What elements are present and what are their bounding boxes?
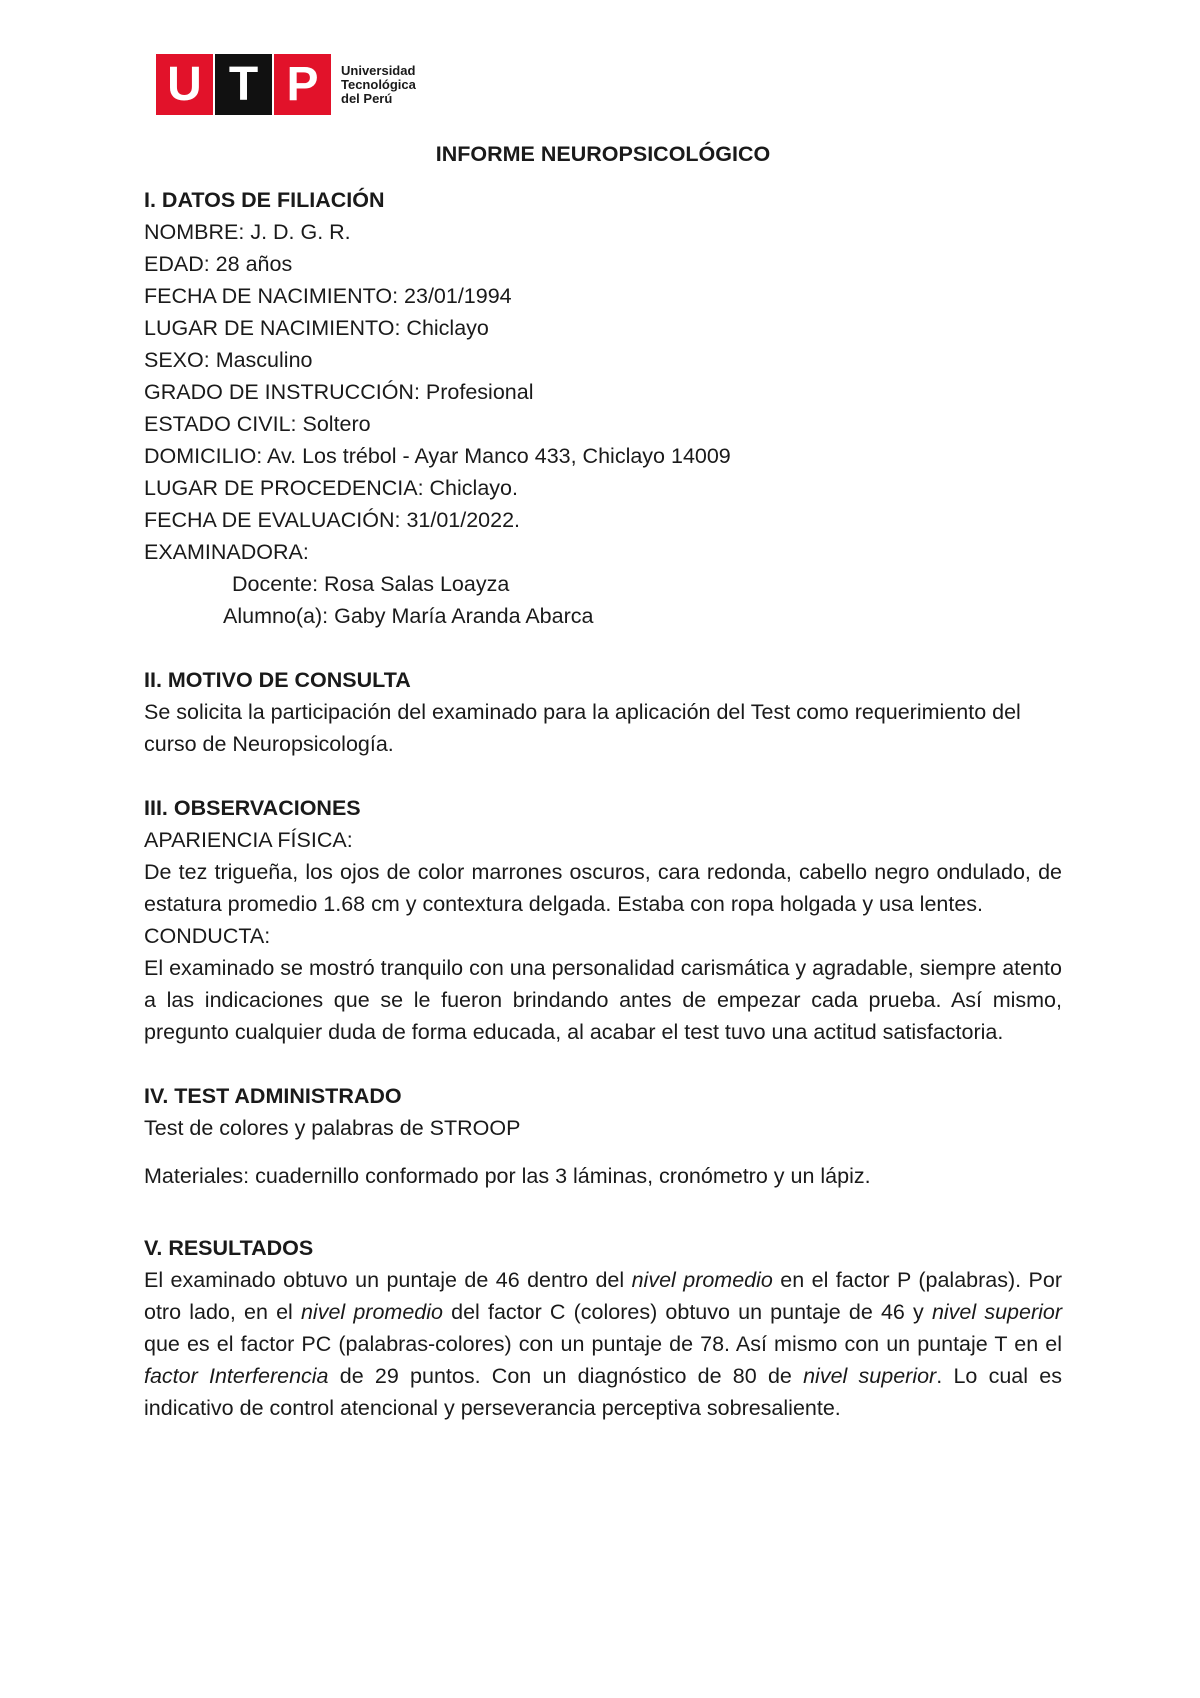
test-name: Test de colores y palabras de STROOP (144, 1116, 521, 1140)
field-estado-civil: ESTADO CIVIL: Soltero (144, 412, 371, 436)
field-nombre: NOMBRE: J. D. G. R. (144, 220, 351, 244)
field-edad: EDAD: 28 años (144, 252, 293, 276)
logo-letter-t: T (215, 54, 272, 115)
utp-logo (156, 54, 416, 115)
motivo-text: Se solicita la participación del examinado para la aplicación del Test como requerimiento del curso de Neuropsicología. (144, 700, 1021, 756)
resultados-text: El examinado obtuvo un puntaje de 46 dentro del nivel promedio en el factor P (palabras). Por otro lado, en el nivel promedio del factor C (colores) obtuvo un puntaje de 46 y nivel superior que es el factor PC (palabras-colores) con un puntaje de 78. Así mismo con un puntaje T en el factor Interferencia de 29 puntos. Con un diagnóstico de 80 de nivel superior. Lo cual es indicativo de control atencional y perseverancia perceptiva sobresaliente. (144, 1268, 1063, 1420)
conducta-text: El examinado se mostró tranquilo con una personalidad carismática y agradable, siempre atento a las indicaciones que se le fueron brindando antes de empezar cada prueba. Así mismo, pregunto cualquier duda de forma educada, al acabar el test tuvo una actitud satisfactoria. (144, 956, 1062, 1044)
section-heading-observaciones: III. OBSERVACIONES (144, 796, 361, 820)
logo-letter-p: P (274, 54, 331, 115)
logo-university-name: Universidad Tecnológica del Perú (341, 62, 416, 106)
field-sexo: SEXO: Masculino (144, 348, 313, 372)
section-heading-resultados: V. RESULTADOS (144, 1236, 314, 1260)
field-docente: Docente: Rosa Salas Loayza (232, 572, 510, 596)
report-title: INFORME NEUROPSICOLÓGICO (435, 142, 771, 166)
field-grado-instruccion: GRADO DE INSTRUCCIÓN: Profesional (144, 380, 534, 404)
field-domicilio: DOMICILIO: Av. Los trébol - Ayar Manco 433, Chiclayo 14009 (144, 444, 731, 468)
apariencia-label: APARIENCIA FÍSICA: (144, 828, 353, 852)
report-body (144, 138, 1062, 1424)
field-fecha-evaluacion: FECHA DE EVALUACIÓN: 31/01/2022. (144, 508, 521, 532)
conducta-label: CONDUCTA: (144, 924, 271, 948)
field-lugar-procedencia: LUGAR DE PROCEDENCIA: Chiclayo. (144, 476, 518, 500)
field-fecha-nacimiento: FECHA DE NACIMIENTO: 23/01/1994 (144, 284, 512, 308)
apariencia-text: De tez trigueña, los ojos de color marrones oscuros, cara redonda, cabello negro ondulado, de estatura promedio 1.68 cm y contextura delgada. Estaba con ropa holgada y usa lentes. (144, 860, 1062, 916)
section-heading-filiacion: I. DATOS DE FILIACIÓN (144, 188, 385, 212)
test-materials: Materiales: cuadernillo conformado por las 3 láminas, cronómetro y un lápiz. (144, 1164, 871, 1188)
logo-letter-u: U (156, 54, 213, 115)
section-heading-motivo: II. MOTIVO DE CONSULTA (144, 668, 411, 692)
utp-logo-mark (156, 54, 331, 115)
field-lugar-nacimiento: LUGAR DE NACIMIENTO: Chiclayo (144, 316, 489, 340)
section-heading-test: IV. TEST ADMINISTRADO (144, 1084, 402, 1108)
field-alumno: Alumno(a): Gaby María Aranda Abarca (223, 604, 594, 628)
field-examinadora: EXAMINADORA: (144, 540, 309, 564)
